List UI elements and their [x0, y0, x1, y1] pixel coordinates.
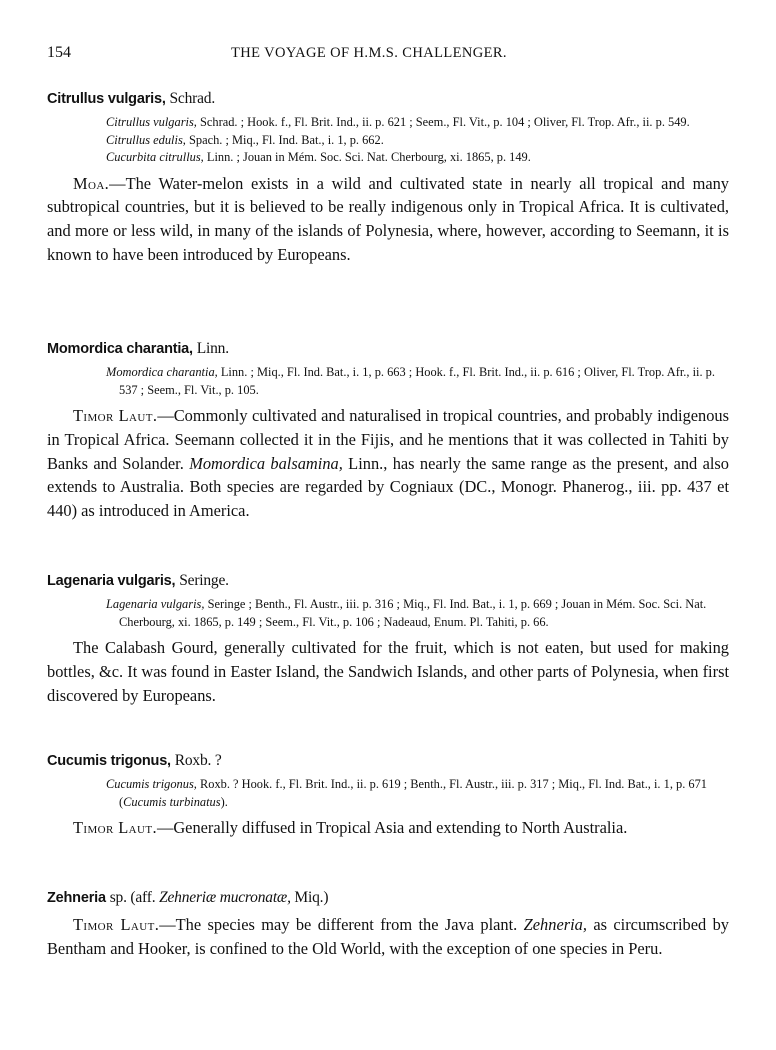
synonym [106, 596, 729, 631]
page-header [47, 44, 727, 64]
entry-body: —The species may be different from the Java plant. [159, 915, 524, 934]
species-heading [47, 90, 729, 108]
entry-body: Linn., has nearly the same range as the present, and also extends to Australia. Both species are regarded by Cogniaux (DC., Monogr. Phanerog., iii. pp. 437 et 440) as introduced in America. [47, 453, 729, 521]
synonym-name: Lagenaria vulgaris, [106, 597, 205, 611]
synonym-reference: Linn. ; Jouan in Mém. Soc. Sci. Nat. Cherbourg, xi. 1865, p. 149. [206, 150, 531, 164]
entry-text [47, 404, 729, 523]
species-author: Linn. [196, 340, 229, 357]
affinity-text: Miq.) [290, 889, 329, 906]
synonym-reference: ). [220, 794, 228, 809]
entry-body: as circumscribed by Bentham and Hooker, is confined to the Old World, with the exception of one species in Peru. [47, 915, 730, 958]
affinity-italic: Zehneriæ mucronatæ, [159, 889, 291, 906]
species-heading [47, 340, 729, 358]
species-author: Schrad. [169, 90, 216, 107]
entry-citrullus-vulgaris [47, 90, 729, 267]
entry-text [47, 816, 729, 840]
entry-text [47, 172, 729, 267]
species-name: Cucumis trigonus, [47, 753, 171, 769]
synonym-list [106, 776, 729, 811]
synonym-name: Citrullus edulis, [106, 132, 186, 147]
entry-body: —Commonly cultivated and naturalised in tropical countries, and probably indigenous in Tropical Africa. Seemann collected it in the Fijis, and he mentions that it was collected in Tahiti by Banks and Solander. [47, 406, 730, 473]
species-author: Roxb. ? [174, 752, 222, 769]
entry-momordica-charantia [47, 340, 729, 523]
synonym-reference: Seringe ; Benth., Fl. Austr., iii. p. 316 ; Miq., Fl. Ind. Bat., i. 1, p. 669 ; Jouan in Mém. Soc. Sci. Nat. Cherbourg, xi. 1865, p. 149 ; Seem., Fl. Vit., p. 106 ; Nadeaud, Enum. Pl. Tahiti, p. 66. [119, 597, 707, 629]
entry-zehneria [47, 889, 729, 961]
locality: Moa. [73, 173, 110, 193]
synonym-name: Momordica charantia, [106, 365, 218, 379]
entry-body-italic: Momordica balsamina, [189, 453, 343, 473]
synonym-name: Cucumis trigonus, [106, 777, 197, 791]
locality: Timor Laut. [73, 406, 158, 425]
synonym-reference: Linn. ; Miq., Fl. Ind. Bat., i. 1, p. 663 ; Hook. f., Fl. Brit. Ind., ii. p. 616 ; Oliver, Fl. Trop. Afr., ii. p. 537 ; Seem., Fl. Vit., p. 105. [119, 365, 715, 397]
species-name: Zehneria [47, 890, 106, 906]
synonym-name: Cucurbita citrullus, [106, 150, 204, 164]
synonym-reference-italic: Cucumis turbinatus [123, 794, 221, 809]
species-author: Seringe. [179, 572, 229, 589]
page-number: 154 [47, 44, 71, 61]
synonym-reference: Roxb. ? Hook. f., Fl. Brit. Ind., ii. p. 619 ; Benth., Fl. Austr., iii. p. 317 ; Miq., Fl. Ind. Bat., i. 1, p. 671 ( [119, 777, 707, 809]
species-name: Lagenaria vulgaris, [47, 573, 176, 589]
entry-text [47, 636, 729, 707]
species-heading [47, 889, 729, 907]
entry-cucumis-trigonus [47, 752, 729, 840]
species-name: Momordica charantia, [47, 341, 193, 357]
synonym-reference: Schrad. ; Hook. f., Fl. Brit. Ind., ii. p. 621 ; Seem., Fl. Vit., p. 104 ; Oliver, Fl. Trop. Afr., ii. p. 549. [200, 115, 690, 129]
species-heading [47, 572, 729, 590]
entry-text [47, 913, 729, 961]
running-head: THE VOYAGE OF H.M.S. CHALLENGER. [231, 45, 507, 61]
entry-body: —The Water-melon exists in a wild and cultivated state in nearly all tropical and many subtropical countries, but it is believed to be really indigenous only in Tropical Africa. It is cultivated, and more or less wild, in many of the islands of Polynesia, where, however, according to Seemann, it is known to have been introduced by Europeans. [47, 173, 729, 264]
synonym [106, 776, 729, 811]
entry-body: The Calabash Gourd, generally cultivated for the fruit, which is not eaten, but used for making bottles, &c. It was found in Easter Island, the Sandwich Islands, and other parts of Polynesia, when first discovered by Europeans. [47, 638, 729, 705]
affinity-text: sp. (aff. [109, 889, 160, 906]
synonym [106, 149, 729, 167]
synonym [106, 364, 729, 399]
locality: Timor Laut. [73, 915, 160, 934]
synonym-list [106, 596, 729, 631]
locality: Timor Laut. [73, 818, 157, 837]
species-affinity [110, 889, 329, 906]
synonym-list [106, 364, 729, 399]
synonym [106, 132, 729, 150]
entry-body-italic: Zehneria, [523, 915, 587, 934]
synonym-list [106, 114, 729, 167]
species-heading [47, 752, 729, 770]
synonym [106, 114, 729, 132]
species-name: Citrullus vulgaris, [47, 91, 166, 107]
synonym-name: Citrullus vulgaris, [106, 115, 197, 129]
entry-body: —Generally diffused in Tropical Asia and extending to North Australia. [156, 818, 628, 837]
synonym-reference: Spach. ; Miq., Fl. Ind. Bat., i. 1, p. 662. [188, 132, 384, 147]
entry-lagenaria-vulgaris [47, 572, 729, 707]
